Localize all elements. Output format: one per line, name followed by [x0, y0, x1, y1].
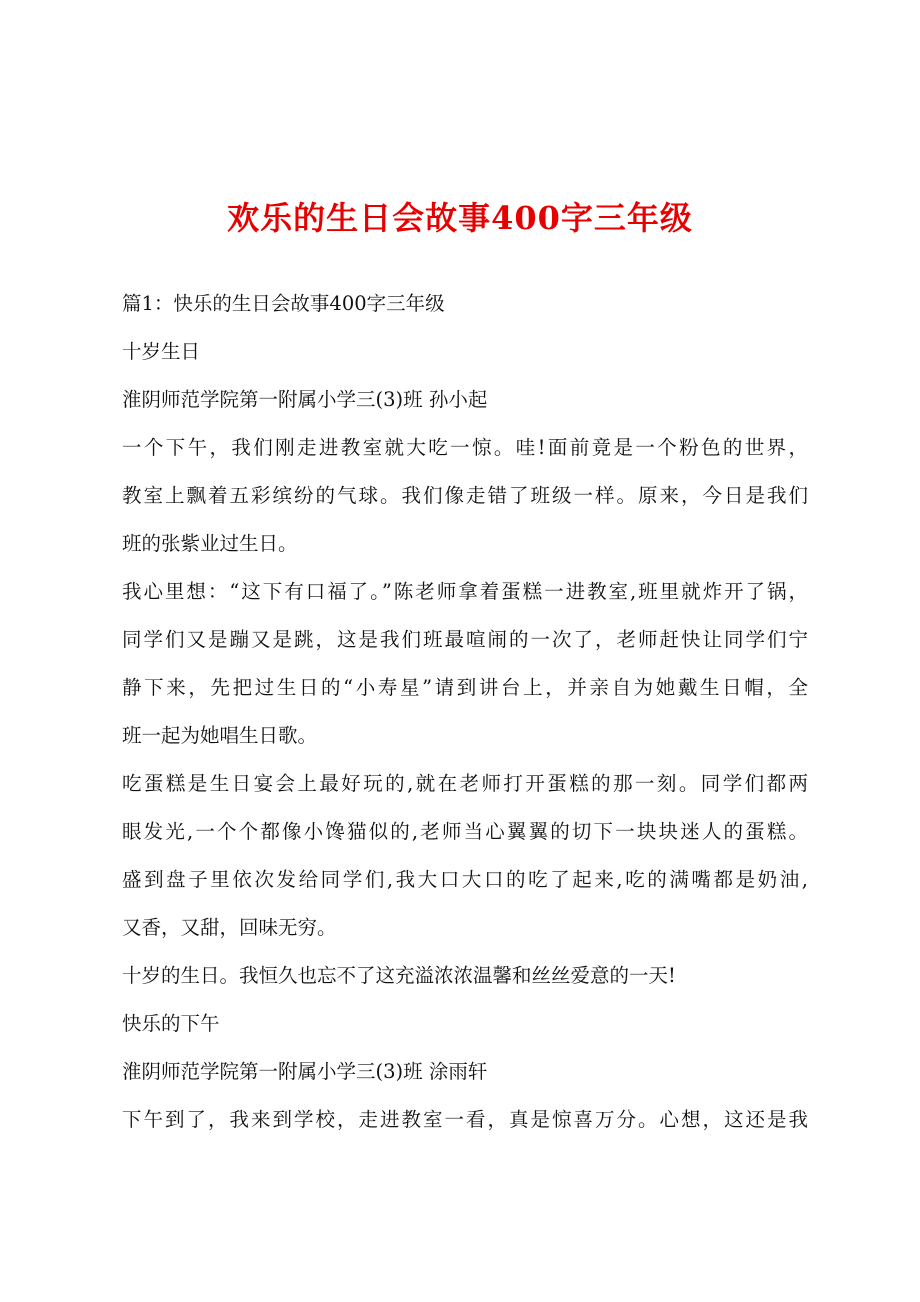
paragraph-line: 下午到了，我来到学校，走进教室一看，真是惊喜万分。心想，这还是我 [122, 1108, 808, 1131]
paragraph-line: 盛到盘子里依次发给同学们,我大口大口的吃了起来,吃的满嘴都是奶油, [122, 868, 808, 891]
paragraph-line: 眼发光,一个个都像小馋猫似的,老师当心翼翼的切下一块块迷人的蛋糕。 [122, 820, 808, 843]
story-author: 淮阴师范学院第一附属小学三(3)班 孙小起 [122, 388, 488, 411]
paragraph-line: 十岁的生日。我恒久也忘不了这充溢浓浓温馨和丝丝爱意的一天! [122, 964, 676, 987]
paragraph-line: 我心里想：“这下有口福了。”陈老师拿着蛋糕一进教室,班里就炸开了锅， [122, 580, 808, 603]
paragraph-line: 班的张紫业过生日。 [122, 532, 298, 555]
paragraph-line: 同学们又是蹦又是跳，这是我们班最喧闹的一次了，老师赶快让同学们宁 [122, 628, 808, 651]
paragraph-line: 班一起为她唱生日歌。 [122, 724, 318, 747]
document-body [122, 280, 808, 1144]
paragraph-line: 静下来，先把过生日的“小寿星”请到讲台上，并亲自为她戴生日帽，全 [122, 676, 808, 699]
paragraph-line: 一个下午，我们刚走进教室就大吃一惊。哇!面前竟是一个粉色的世界， [122, 436, 808, 459]
paragraph-line: 教室上飘着五彩缤纷的气球。我们像走错了班级一样。原来，今日是我们 [122, 484, 808, 507]
paragraph-line: 又香，又甜，回味无穷。 [122, 916, 337, 939]
section-heading: 篇1：快乐的生日会故事400字三年级 [122, 292, 445, 315]
paragraph-line: 吃蛋糕是生日宴会上最好玩的,就在老师打开蛋糕的那一刻。同学们都两 [122, 772, 808, 795]
document-title: 欢乐的生日会故事400字三年级 [227, 199, 693, 237]
story-title: 快乐的下午 [122, 1012, 220, 1035]
story-author: 淮阴师范学院第一附属小学三(3)班 涂雨轩 [122, 1060, 488, 1083]
story-title: 十岁生日 [122, 340, 201, 363]
